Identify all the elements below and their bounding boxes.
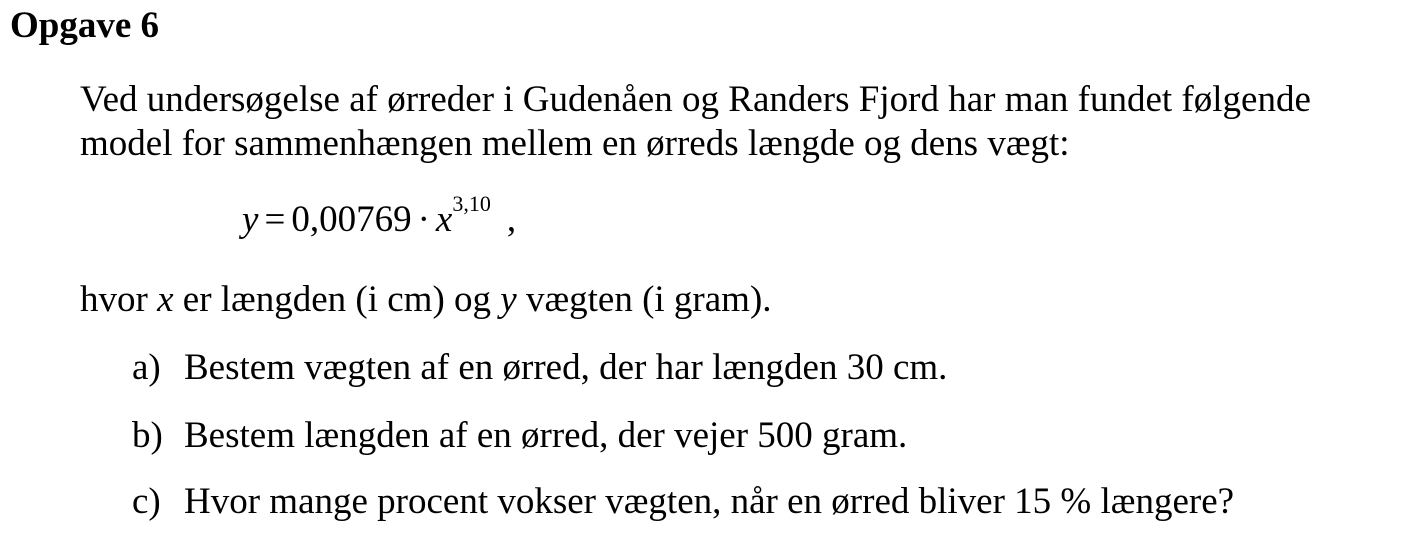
where-text-2: er længden (i cm) og [173, 279, 501, 320]
where-text-1: hvor [80, 279, 158, 320]
formula-equals: = [264, 199, 286, 240]
where-var-x: x [157, 279, 174, 320]
where-var-y: y [500, 279, 517, 320]
question-a-text: Bestem vægten af en ørred, der har længden 30 cm. [184, 347, 948, 388]
formula-lhs: y [242, 199, 259, 240]
intro-line-2: model for sammenhængen mellem en ørreds længde og dens vægt: [80, 123, 1070, 164]
question-b [132, 414, 907, 458]
variable-explanation [80, 278, 772, 322]
question-c-label: c) [132, 481, 161, 522]
question-b-label: b) [132, 415, 163, 456]
where-text-3: vægten (i gram). [516, 279, 772, 320]
formula-trailing-comma: , [506, 199, 517, 240]
question-c-text: Hvor mange procent vokser vægten, når en ørred bliver 15 % længere? [184, 481, 1235, 522]
intro-line-1: Ved undersøgelse af ørreder i Gudenåen og Randers Fjord har man fundet følgende [80, 79, 1311, 120]
exercise-title: Opgave 6 [10, 5, 160, 46]
question-b-text: Bestem længden af en ørred, der vejer 500 gram. [184, 415, 908, 456]
question-a-label: a) [132, 347, 161, 388]
question-a [132, 346, 947, 390]
question-c [132, 480, 1234, 524]
formula-base: x [435, 199, 453, 240]
formula-exponent: 3,10 [452, 191, 491, 216]
formula-coefficient: 0,00769 [291, 199, 412, 240]
model-formula [242, 190, 516, 254]
formula-multiply-dot: · [417, 199, 430, 240]
